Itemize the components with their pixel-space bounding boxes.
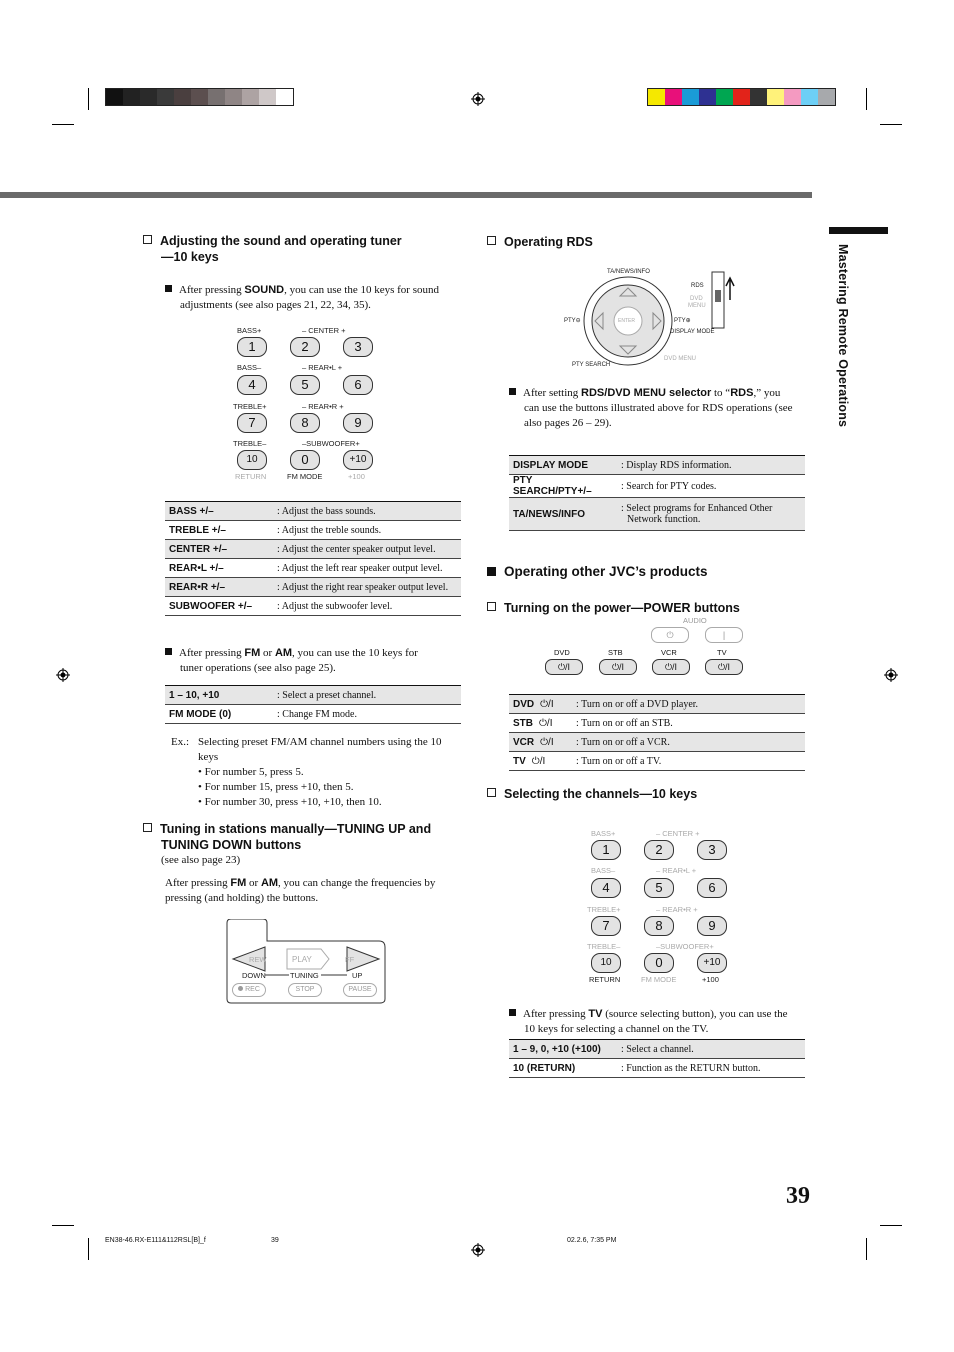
pty-plus-button[interactable]: PTY⊕ xyxy=(674,318,691,324)
registration-mark-icon xyxy=(884,668,898,682)
table-row xyxy=(165,705,461,724)
footer-file: EN38-46.RX-E111&112RSL[B]_f xyxy=(105,1237,206,1244)
key-4[interactable]: 4 xyxy=(591,878,621,898)
crop-mark xyxy=(88,1238,89,1260)
table-row xyxy=(509,714,805,733)
tuning-down-label[interactable]: DOWN xyxy=(242,971,266,980)
key-7[interactable]: 7 xyxy=(237,413,267,433)
table-key-cell: VCR ⏻/I xyxy=(509,733,572,752)
color-bar-right xyxy=(647,88,836,106)
key-6[interactable]: 6 xyxy=(697,878,727,898)
sound-functions-table xyxy=(165,501,461,616)
color-swatch xyxy=(648,89,665,105)
power-icon: ⏻/I xyxy=(539,717,553,729)
crop-mark xyxy=(866,88,867,110)
section-heading-rds: Operating RDS xyxy=(487,234,593,250)
rec-button[interactable]: REC xyxy=(232,983,266,997)
key-5[interactable]: 5 xyxy=(644,878,674,898)
checkbox-bullet-icon xyxy=(487,788,496,797)
dvd-position-label: DVD xyxy=(690,296,703,302)
dvd-power-button[interactable]: ⏻/I xyxy=(545,659,583,675)
tuner-functions-table xyxy=(165,685,461,724)
filled-square-bullet-icon xyxy=(487,567,496,576)
menu-position-label: MENU xyxy=(688,303,706,309)
table-row xyxy=(509,1040,805,1059)
section-heading-channels: Selecting the channels—10 keys xyxy=(487,786,697,802)
rds-control-diagram xyxy=(560,266,750,372)
power-icon: ⏻/I xyxy=(540,736,554,748)
pty-search-button[interactable]: PTY SEARCH xyxy=(572,362,611,368)
color-swatch xyxy=(733,89,750,105)
registration-mark-icon xyxy=(471,1243,485,1257)
checkbox-bullet-icon xyxy=(487,236,496,245)
key-1[interactable]: 1 xyxy=(591,840,621,860)
example-block: Ex.: Selecting preset FM/AM channel numbers using the 10 keys • For number 5, press 5. • For number 15, press +10, then 5. • For number 30, press +10, +10, then 10. xyxy=(171,736,442,808)
ten-key-pad-tv: BASS+ – CENTER + 1 2 3 BASS– – REAR•L + 4 5 6 TREBLE+ – REAR•R + 7 8 9 TREBLE– –SUBWOOFER+ 10 0 +10 RETURN FM MODE +100 xyxy=(582,828,742,988)
color-swatch xyxy=(123,89,140,105)
square-bullet-icon xyxy=(509,388,516,395)
display-mode-button[interactable]: DISPLAY MODE xyxy=(670,329,715,335)
table-key-cell: TREBLE +/– xyxy=(165,521,273,540)
table-value-cell: : Change FM mode. xyxy=(273,705,461,724)
pause-button[interactable]: PAUSE xyxy=(343,983,377,997)
square-bullet-icon xyxy=(165,285,172,292)
key-4[interactable]: 4 xyxy=(237,375,267,395)
crop-mark xyxy=(880,1225,902,1226)
square-bullet-icon xyxy=(509,1009,516,1016)
footer-date: 02.2.6, 7:35 PM xyxy=(567,1237,617,1244)
footer-page: 39 xyxy=(271,1237,279,1244)
key-6[interactable]: 6 xyxy=(343,375,373,395)
table-row xyxy=(165,559,461,578)
table-row xyxy=(509,475,805,498)
enter-button[interactable]: ENTER xyxy=(618,318,635,324)
table-value-cell: : Function as the RETURN button. xyxy=(617,1059,805,1078)
color-swatch xyxy=(767,89,784,105)
section-heading-sound-tuner: Adjusting the sound and operating tuner —10 keys xyxy=(143,233,402,265)
color-swatch xyxy=(157,89,174,105)
key-2[interactable]: 2 xyxy=(644,840,674,860)
page-number: 39 xyxy=(786,1183,810,1209)
vcr-power-button[interactable]: ⏻/I xyxy=(652,659,690,675)
table-key-cell: 1 – 9, 0, +10 (+100) xyxy=(509,1040,617,1059)
side-tab-marker xyxy=(829,227,888,234)
checkbox-bullet-icon xyxy=(143,235,152,244)
table-row xyxy=(165,686,461,705)
ten-key-pad-sound: BASS+ – CENTER + 1 2 3 BASS– – REAR•L + 4 5 6 TREBLE+ – REAR•R + 7 8 9 TREBLE– –SUBWOOFER+ 10 0 +10 RETURN FM MODE +100 xyxy=(228,325,388,485)
rds-functions-table xyxy=(509,455,805,531)
color-swatch xyxy=(208,89,225,105)
table-value-cell: : Search for PTY codes. xyxy=(617,475,805,498)
stb-power-button[interactable]: ⏻/I xyxy=(599,659,637,675)
table-row xyxy=(509,456,805,475)
key-plus10[interactable]: +10 xyxy=(697,953,727,973)
dvd-menu-label: DVD MENU xyxy=(664,356,697,362)
table-value-cell: : Adjust the subwoofer level. xyxy=(273,597,461,616)
key-0[interactable]: 0 xyxy=(644,953,674,973)
key-3[interactable]: 3 xyxy=(697,840,727,860)
sound-paragraph: After pressing SOUND, you can use the 10 keys for sound adjustments (see also pages 21, 22, 34, 35). xyxy=(165,283,465,313)
key-3[interactable]: 3 xyxy=(343,337,373,357)
table-key-cell: REAR•R +/– xyxy=(165,578,273,597)
table-value-cell: : Select a channel. xyxy=(617,1040,805,1059)
color-bar-left xyxy=(105,88,294,106)
color-swatch xyxy=(699,89,716,105)
table-value-cell: : Turn on or off an STB. xyxy=(572,714,805,733)
key-7[interactable]: 7 xyxy=(591,916,621,936)
rds-dial-graphic xyxy=(560,266,750,372)
rew-label[interactable]: REW xyxy=(249,955,267,964)
tv-channel-paragraph: After pressing TV (source selecting button), you can use the 10 keys for selecting a channel on the TV. xyxy=(509,1007,814,1037)
color-swatch xyxy=(174,89,191,105)
key-0[interactable]: 0 xyxy=(290,450,320,470)
table-value-cell: : Adjust the bass sounds. xyxy=(273,502,461,521)
table-key-cell: 1 – 10, +10 xyxy=(165,686,273,705)
section-heading-power: Turning on the power—POWER buttons xyxy=(487,600,740,616)
table-value-cell: : Adjust the center speaker output level. xyxy=(273,540,461,559)
stop-button[interactable]: STOP xyxy=(288,983,322,997)
tv-power-button[interactable]: ⏻/I xyxy=(705,659,743,675)
table-row xyxy=(509,1059,805,1078)
table-key-cell: DVD ⏻/I xyxy=(509,695,572,714)
table-row xyxy=(165,597,461,616)
ff-label[interactable]: FF xyxy=(345,955,355,964)
table-value-cell: : Adjust the right rear speaker output level. xyxy=(273,578,461,597)
table-row xyxy=(165,521,461,540)
table-key-cell: PTY SEARCH/PTY+/– xyxy=(509,475,617,498)
table-value-cell: : Turn on or off a TV. xyxy=(572,752,805,771)
power-functions-table xyxy=(509,694,805,771)
key-9[interactable]: 9 xyxy=(343,413,373,433)
table-value-cell: : Turn on or off a DVD player. xyxy=(572,695,805,714)
table-row xyxy=(509,498,805,531)
table-key-cell: FM MODE (0) xyxy=(165,705,273,724)
key-plus10[interactable]: +10 xyxy=(343,450,373,470)
table-key-cell: STB ⏻/I xyxy=(509,714,572,733)
pty-minus-button[interactable]: PTY⊖ xyxy=(564,318,581,324)
key-10[interactable]: 10 xyxy=(237,450,267,470)
table-key-cell: CENTER +/– xyxy=(165,540,273,559)
table-key-cell: REAR•L +/– xyxy=(165,559,273,578)
table-row xyxy=(165,540,461,559)
table-row xyxy=(509,733,805,752)
table-value-cell: : Turn on or off a VCR. xyxy=(572,733,805,752)
crop-mark xyxy=(880,124,902,125)
power-buttons-diagram: AUDIO ⏻ | DVD STB VCR TV ⏻/I ⏻/I ⏻/I ⏻/I xyxy=(540,614,750,678)
color-swatch xyxy=(801,89,818,105)
table-key-cell: 10 (RETURN) xyxy=(509,1059,617,1078)
crop-mark xyxy=(52,1225,74,1226)
power-icon: ⏻/I xyxy=(531,755,546,767)
color-swatch xyxy=(716,89,733,105)
table-key-cell: DISPLAY MODE xyxy=(509,456,617,475)
key-8[interactable]: 8 xyxy=(644,916,674,936)
power-icon: ⏻/I xyxy=(540,698,554,710)
table-key-cell: SUBWOOFER +/– xyxy=(165,597,273,616)
square-bullet-icon xyxy=(165,648,172,655)
header-rule xyxy=(0,192,812,198)
audio-standby-button[interactable]: ⏻ xyxy=(651,627,689,643)
table-value-cell: : Select a preset channel. xyxy=(273,686,461,705)
table-row xyxy=(509,752,805,771)
rds-position-label: RDS xyxy=(691,283,704,289)
key-5[interactable]: 5 xyxy=(290,375,320,395)
crop-mark xyxy=(88,88,89,110)
color-swatch xyxy=(191,89,208,105)
section-heading-jvc-products: Operating other JVC’s products xyxy=(487,564,708,580)
key-9[interactable]: 9 xyxy=(697,916,727,936)
color-swatch xyxy=(140,89,157,105)
rds-paragraph: After setting RDS/DVD MENU selector to “RDS,” you can use the buttons illustrated above for RDS operations (see also pages 26 – 29). xyxy=(509,386,814,431)
tuner-paragraph: After pressing FM or AM, you can use the 10 keys for tuner operations (see also page 25). xyxy=(165,646,465,676)
table-key-cell: BASS +/– xyxy=(165,502,273,521)
table-row xyxy=(165,578,461,597)
table-value-cell: : Adjust the treble sounds. xyxy=(273,521,461,540)
key-10[interactable]: 10 xyxy=(591,953,621,973)
see-also-note: (see also page 23) xyxy=(161,854,241,866)
color-swatch xyxy=(106,89,123,105)
table-key-cell: TA/NEWS/INFO xyxy=(509,498,617,531)
table-key-cell: TV ⏻/I xyxy=(509,752,572,771)
color-swatch xyxy=(750,89,767,105)
tuning-panel xyxy=(225,919,387,1005)
tuning-up-label[interactable]: UP xyxy=(352,971,363,980)
registration-mark-icon xyxy=(56,668,70,682)
tuning-paragraph: After pressing FM or AM, you can change the frequencies by pressing (and holding) the buttons. xyxy=(165,877,436,904)
section-heading-tuning: Tuning in stations manually—TUNING UP and TUNING DOWN buttons xyxy=(143,821,431,853)
tv-channel-functions-table xyxy=(509,1039,805,1078)
color-swatch xyxy=(276,89,293,105)
color-swatch xyxy=(225,89,242,105)
key-2[interactable]: 2 xyxy=(290,337,320,357)
table-value-cell: : Select programs for Enhanced Other Network function. xyxy=(617,498,805,531)
audio-on-button[interactable]: | xyxy=(705,627,743,643)
table-row xyxy=(509,695,805,714)
tuning-label: TUNING xyxy=(290,971,319,980)
color-swatch xyxy=(242,89,259,105)
side-section-title: Mastering Remote Operations xyxy=(836,244,850,428)
crop-mark xyxy=(52,124,74,125)
checkbox-bullet-icon xyxy=(487,602,496,611)
color-swatch xyxy=(259,89,276,105)
checkbox-bullet-icon xyxy=(143,823,152,832)
key-1[interactable]: 1 xyxy=(237,337,267,357)
ta-news-info-button[interactable]: TA/NEWS/INFO xyxy=(607,269,650,275)
registration-mark-icon xyxy=(471,92,485,106)
crop-mark xyxy=(866,1238,867,1260)
table-value-cell: : Adjust the left rear speaker output level. xyxy=(273,559,461,578)
table-row xyxy=(165,502,461,521)
color-swatch xyxy=(818,89,835,105)
table-value-cell: : Display RDS information. xyxy=(617,456,805,475)
color-swatch xyxy=(784,89,801,105)
color-swatch xyxy=(682,89,699,105)
play-button[interactable]: PLAY xyxy=(292,955,312,964)
color-swatch xyxy=(665,89,682,105)
key-8[interactable]: 8 xyxy=(290,413,320,433)
